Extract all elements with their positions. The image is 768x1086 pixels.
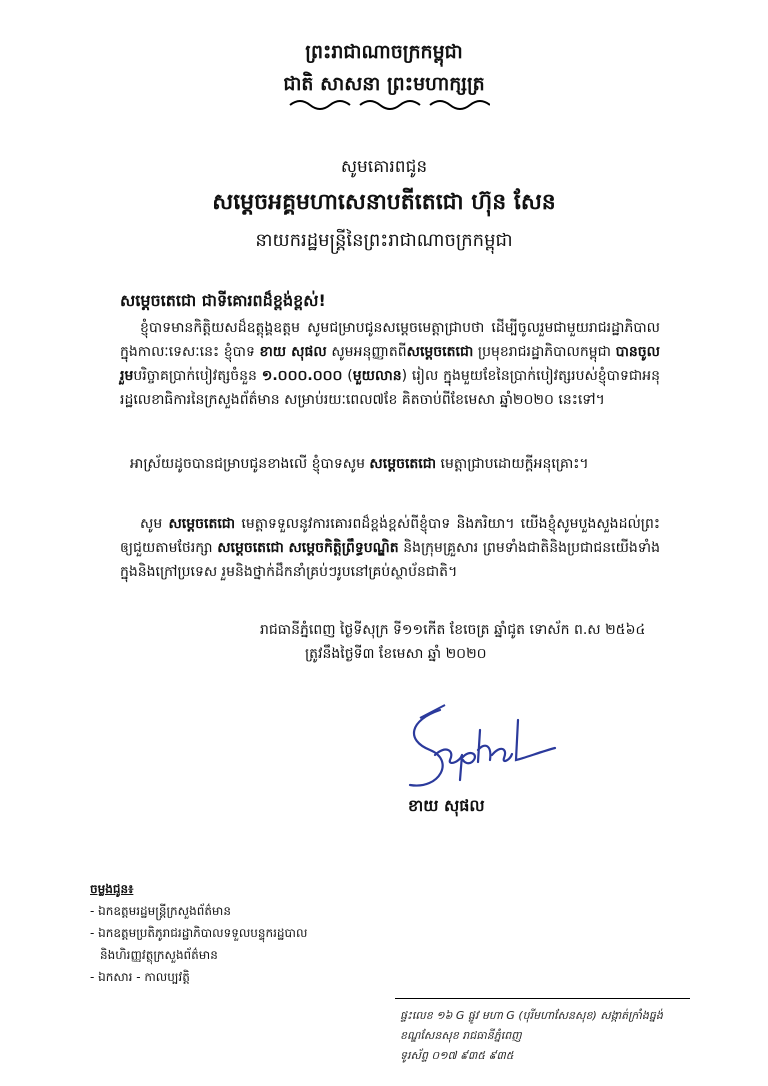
cc-block [90,878,307,988]
paragraph-3: សូម សម្តេចតេជោ មេត្តាទទួលនូវការគោរពដ៏ខ្ពង់ខ្ពស់ពីខ្ញុំបាទ និងភរិយា។ យើងខ្ញុំសូមបួងសួងដល់ព្រះឲ្យជួយតាមថែរក្សា សម្តេចតេជោ សម្តេចកិត្តិព្រឹទ្ធបណ្ឌិត និងក្រុមគ្រួសារ ព្រមទាំងជាតិនិងប្រជាជនយើងទាំងក្នុងនិងក្រៅប្រទេស រួមនិងថ្នាក់ដឹកនាំគ្រប់ៗរូបនៅគ្រប់ស្ថាប័នជាតិ។ [120,516,661,580]
footer-line: ទូរស័ព្ទ ០១៧ ៩៣៥ ៩៣៥ [400,1049,514,1062]
respect-line: សូមគោរពជូន [340,157,428,177]
kingdom-heading: ព្រះរាជាណាចក្រកម្ពុជា [305,41,463,63]
paragraph-2: អាស្រ័យដូចបានជម្រាបជូនខាងលើ ខ្ញុំបាទសូម សម្តេចតេជោ មេត្តាជ្រាបដោយក្តីអនុគ្រោះ។ [130,456,589,472]
footer-address [400,1006,700,1066]
recipient-name: សម្តេចអគ្គមហាសេនាបតីតេជោ ហ៊ុន សែន [212,190,556,215]
cc-item: - ឯកឧត្តមរដ្ឋមន្ត្រីក្រសួងព័ត៌មាន [90,904,231,918]
signature-image [400,700,570,810]
footer-divider [395,998,690,999]
cc-item: - ឯកសារ - កាលប្បវត្តិ [90,970,190,984]
cc-item: - ឯកឧត្តមប្រតិភូរាជរដ្ឋាភិបាលទទួលបន្ទុករដ្ឋបាល [90,926,308,940]
paragraph-1: ខ្ញុំបាទមានកិត្តិយសដ៏ឧត្តុង្គឧត្តម សូមជម្រាបជូនសម្តេចមេត្តាជ្រាបថា ដើម្បីចូលរួមជាមួយរាជរដ្ឋាភិបាលក្នុងកាលៈទេសៈនេះ ខ្ញុំបាទ ខាយ សុផល សូមអនុញ្ញាតពីសម្តេចតេជោ ប្រមុខរាជរដ្ឋាភិបាលកម្ពុជា បានចូលរួមបរិច្ចាគប្រាក់បៀវត្សចំនួន ១.០០០.០០០ (មួយលាន) រៀល ក្នុងមួយខែនៃប្រាក់បៀវត្សរបស់ខ្ញុំបាទជាអនុរដ្ឋលេខាធិការនៃក្រសួងព័ត៌មាន សម្រាប់រយៈពេល៧ខែ គិតចាប់ពីខែមេសា ឆ្នាំ២០២០ នេះទៅ។ [120,320,661,408]
footer-line: ផ្ទះលេខ ១៦ G ផ្លូវ មហា G (បុរីមហាសែនសុខ) សង្កាត់ក្រាំងធ្នង់ ខណ្ឌសែនសុខ រាជធានីភ្នំពេញ [400,1009,663,1042]
solar-date: ត្រូវនឹងថ្ងៃទី៣ ខែមេសា ឆ្នាំ ២០២០ [305,646,487,662]
salutation: សម្តេចតេជោ ជាទីគោរពដ៏ខ្ពង់ខ្ពស់! [120,291,326,310]
cc-title: ចម្លងជូន៖ [90,882,134,896]
ornament-divider [280,97,490,113]
recipient-title: នាយករដ្ឋមន្ត្រីនៃព្រះរាជាណាចក្រកម្ពុជា [255,230,513,251]
cc-item: និងហិរញ្ញវត្ថុក្រសួងព័ត៌មាន [100,948,218,962]
lunar-date: រាជធានីភ្នំពេញ ថ្ងៃទីសុក្រ ទី១១កើត ខែចេត្រ ឆ្នាំជូត ទោស័ក ព.ស ២៥៦៤ [260,622,646,638]
signer-name: ខាយ សុផល [408,796,485,815]
national-motto: ជាតិ សាសនា ព្រះមហាក្សត្រ [283,73,485,95]
